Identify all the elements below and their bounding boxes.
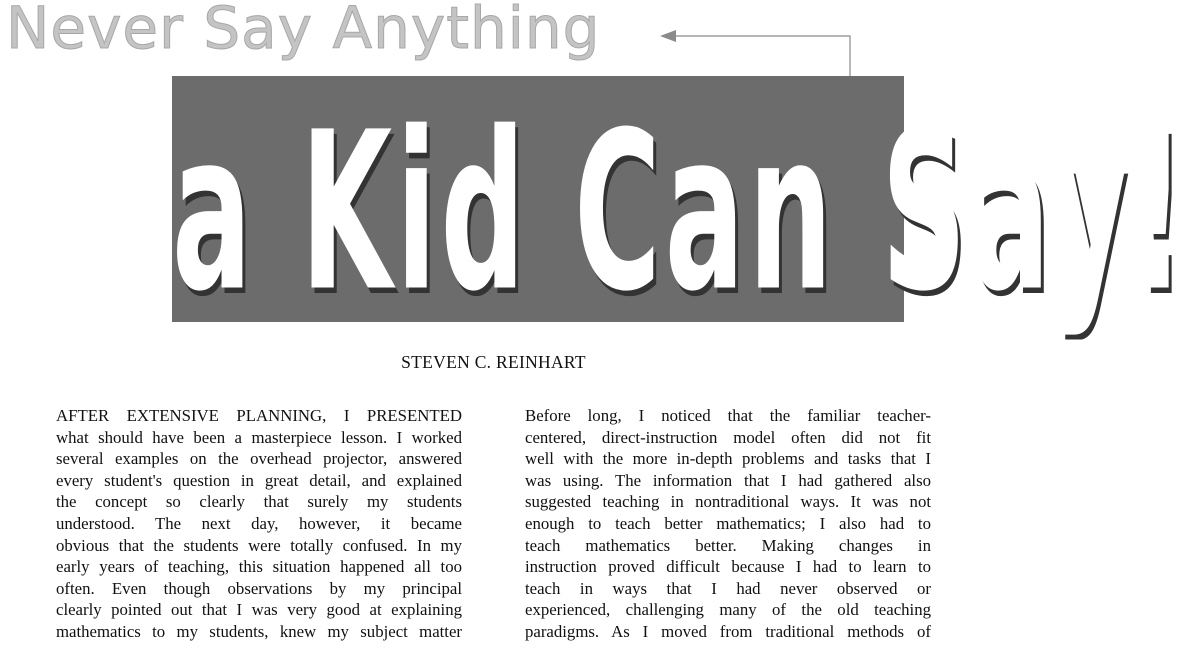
paragraph-line: suggested teaching in nontraditional ways. It was not [525, 492, 931, 512]
text-column-right [525, 405, 931, 643]
paragraph-line: well with the more in-depth problems and tasks that I [525, 449, 931, 469]
title-banner [172, 76, 1189, 340]
paragraph-line: experienced, challenging many of the old teaching [525, 600, 931, 620]
paragraph-line: centered, direct-instruction model often did not fit [525, 427, 931, 447]
paragraph-line: what should have been a masterpiece lesson. I worked [56, 427, 462, 447]
paragraph-line: Before long, I noticed that the familiar teacher- [525, 406, 931, 425]
paragraph-line: early years of teaching, this situation happened all too [56, 557, 462, 577]
paragraph-line: understood. The next day, however, it became [56, 513, 462, 533]
paragraph-line: teach in ways that I had never observed or [525, 578, 931, 598]
banner-title-text: a Kid Can Say! [172, 84, 1189, 340]
paragraph-line: enough to teach better mathematics; I also had to [525, 513, 931, 533]
paragraph-line: often. Even though observations by my principal [56, 578, 462, 598]
paragraph-line: teach mathematics better. Making changes in [525, 535, 931, 555]
paragraph-line: AFTER EXTENSIVE PLANNING, I PRESENTED [56, 406, 462, 425]
title-top: Never Say Anything [6, 0, 601, 62]
paragraph-line: several examples on the overhead projector, answered [56, 449, 462, 469]
paragraph-line: the concept so clearly that surely my students [56, 492, 462, 512]
paragraph-line: mathematics to my students, knew my subject matter [56, 621, 462, 641]
paragraph-line: every student's question in great detail, and explained [56, 470, 462, 490]
paragraph-line: paradigms. As I moved from traditional methods of [525, 621, 931, 641]
paragraph-line: obvious that the students were totally confused. In my [56, 535, 462, 555]
author-name: STEVEN C. REINHART [401, 352, 586, 372]
paragraph-line: clearly pointed out that I was very good at explaining [56, 600, 462, 620]
text-column-left [56, 405, 462, 643]
paragraph-line: was using. The information that I had gathered also [525, 470, 931, 490]
paragraph-line: instruction proved difficult because I had to learn to [525, 557, 931, 577]
